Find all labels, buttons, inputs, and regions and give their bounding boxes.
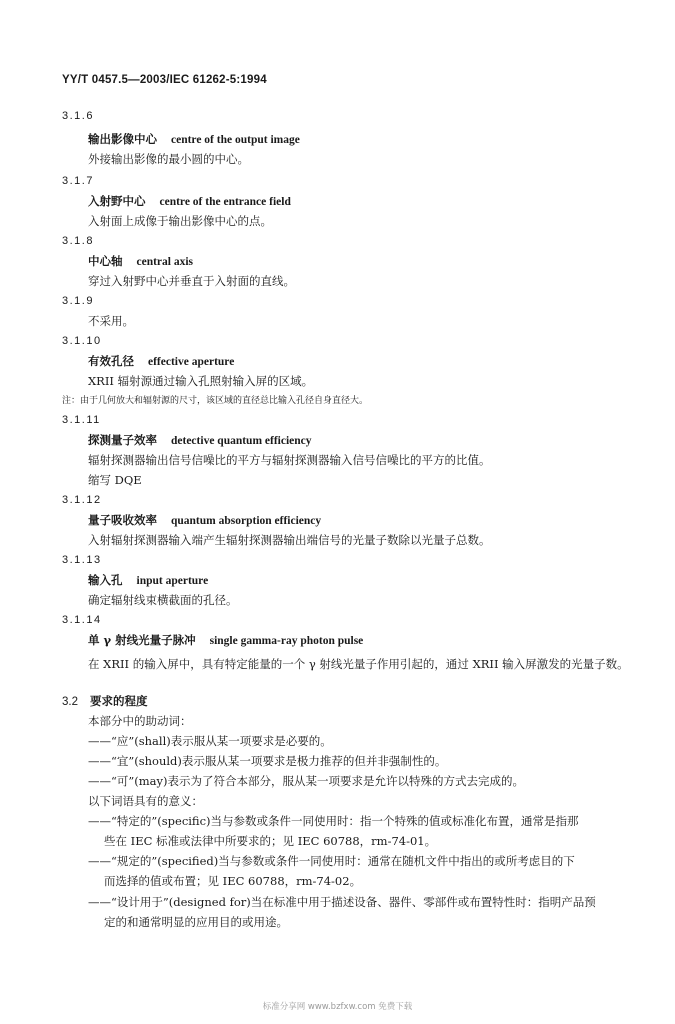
term-heading xyxy=(88,194,291,209)
list-item: ——“可”(may)表示为了符合本部分，服从某一项要求是允许以特殊的方式去完成的。 xyxy=(88,774,524,788)
list-item-continuation: 些在 IEC 标准或法律中所要求的；见 IEC 60788，rm-74-01。 xyxy=(104,834,437,848)
term-en: detective quantum efficiency xyxy=(171,435,312,447)
term-heading xyxy=(88,254,193,269)
term-zh: 单 γ 射线光量子脉冲 xyxy=(88,633,196,647)
definition-text: 入射面上成像于输出影像中心的点。 xyxy=(88,214,272,228)
paragraph-text: 本部分中的助动词： xyxy=(88,714,192,728)
term-zh: 有效孔径 xyxy=(88,354,134,368)
term-heading xyxy=(88,433,312,448)
paragraph-text: 以下词语具有的意义： xyxy=(88,794,203,808)
clause-number: 3.1.8 xyxy=(62,235,94,247)
clause-number: 3.1.11 xyxy=(62,414,101,426)
term-heading xyxy=(88,573,208,588)
definition-text: 在 XRII 的输入屏中，具有特定能量的一个 γ 射线光量子作用引起的，通过 XRII 输入屏激发的光量子数。 xyxy=(88,657,629,671)
term-en: quantum absorption efficiency xyxy=(171,515,322,527)
term-en: central axis xyxy=(136,256,194,268)
clause-number: 3.1.6 xyxy=(62,110,94,122)
term-en: centre of the output image xyxy=(171,134,300,146)
term-zh: 探测量子效率 xyxy=(88,433,157,447)
term-zh: 入射野中心 xyxy=(88,194,146,208)
definition-text: 确定辐射线束横截面的孔径。 xyxy=(88,593,238,607)
definition-text: 不采用。 xyxy=(88,314,134,328)
list-item: ——“设计用于”(designed for)当在标准中用于描述设备、器件、零部件或布置特性时：指明产品预 xyxy=(88,895,596,909)
definition-text: 入射辐射探测器输入端产生辐射探测器输出端信号的光量子数除以光量子总数。 xyxy=(88,533,491,547)
term-heading xyxy=(88,132,300,147)
term-heading xyxy=(88,633,363,648)
clause-number: 3.1.9 xyxy=(62,295,94,307)
list-item: ——“规定的”(specified)当与参数或条件一同使用时：通常在随机文件中指出的或所考虑目的下 xyxy=(88,854,575,868)
definition-text: 辐射探测器输出信号信噪比的平方与辐射探测器输入信号信噪比的平方的比值。 xyxy=(88,453,491,467)
term-zh: 输入孔 xyxy=(88,573,123,587)
definition-text: 穿过入射野中心并垂直于入射面的直线。 xyxy=(88,274,295,288)
term-zh: 中心轴 xyxy=(88,254,123,268)
clause-number: 3.1.12 xyxy=(62,494,102,506)
footer-watermark: 标准分享网 www.bzfxw.com 免费下载 xyxy=(262,1002,413,1012)
abbreviation-text: 缩写 DQE xyxy=(88,473,142,487)
term-en: input aperture xyxy=(136,575,209,587)
term-heading xyxy=(88,513,321,528)
clause-number: 3.1.13 xyxy=(62,554,102,566)
clause-number: 3.1.14 xyxy=(62,614,102,626)
note-text: 注：由于几何放大和辐射源的尺寸，该区域的直径总比输入孔径自身直径大。 xyxy=(62,396,369,406)
section-number: 3.2 xyxy=(62,696,78,708)
term-en: single gamma-ray photon pulse xyxy=(209,635,364,647)
term-zh: 输出影像中心 xyxy=(88,132,157,146)
clause-number: 3.1.10 xyxy=(62,335,102,347)
list-item-continuation: 而选择的值或布置；见 IEC 60788，rm-74-02。 xyxy=(104,874,362,888)
term-heading xyxy=(88,354,234,369)
section-heading xyxy=(62,694,148,709)
definition-text: XRII 辐射源通过输入孔照射输入屏的区域。 xyxy=(88,374,314,388)
section-title: 要求的程度 xyxy=(90,694,148,708)
list-item-continuation: 定的和通常明显的应用目的或用途。 xyxy=(104,915,288,929)
definition-text: 外接输出影像的最小圆的中心。 xyxy=(88,152,249,166)
list-item: ——“宜”(should)表示服从某一项要求是极力推荐的但并非强制性的。 xyxy=(88,754,447,768)
page-header: YY/T 0457.5—2003/IEC 61262-5:1994 xyxy=(62,74,267,86)
term-en: centre of the entrance field xyxy=(159,196,291,208)
term-en: effective aperture xyxy=(148,356,235,368)
list-item: ——“特定的”(specific)当与参数或条件一同使用时：指一个特殊的值或标准化布置，通常是指那 xyxy=(88,814,579,828)
term-zh: 量子吸收效率 xyxy=(88,513,157,527)
list-item: ——“应”(shall)表示服从某一项要求是必要的。 xyxy=(88,734,332,748)
clause-number: 3.1.7 xyxy=(62,175,94,187)
